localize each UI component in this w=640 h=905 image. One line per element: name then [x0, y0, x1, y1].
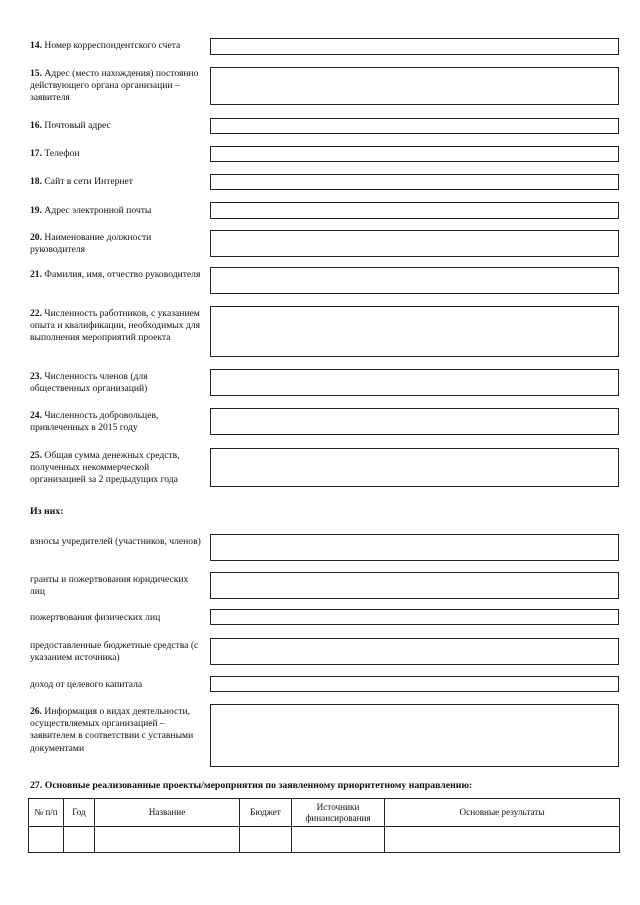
col-header-year: Год	[64, 799, 95, 827]
subfield-budget-funds-input[interactable]	[210, 638, 619, 665]
table-row	[29, 827, 620, 853]
subfield-endowment-input[interactable]	[210, 676, 619, 692]
subfield-legal-grants-label: гранты и пожертвования юридических лиц	[30, 574, 189, 598]
subfield-individual-donations-input[interactable]	[210, 609, 619, 625]
field-23-input[interactable]	[210, 369, 619, 396]
field-25-input[interactable]	[210, 448, 619, 487]
cell-funding-sources[interactable]	[292, 827, 385, 853]
field-14-input[interactable]	[210, 38, 619, 55]
subfield-legal-grants-input[interactable]	[210, 572, 619, 599]
field-22-input[interactable]	[210, 306, 619, 357]
col-header-name: Название	[95, 799, 240, 827]
field-26-input[interactable]	[210, 704, 619, 767]
table-header-row	[29, 799, 620, 827]
field-17-input[interactable]	[210, 146, 619, 162]
cell-main-results[interactable]	[385, 827, 620, 853]
field-24-input[interactable]	[210, 408, 619, 435]
col-header-main-results: Основные результаты	[385, 799, 620, 827]
field-21-label: 21. Фамилия, имя, отчество руководителя	[30, 269, 201, 280]
field-17-label: 17. Телефон	[30, 148, 80, 159]
field-26-label: 26. Информация о видах деятельности, осуществляемых организацией – заявителем в соответствии с уставными документами	[30, 706, 194, 754]
projects-table	[28, 798, 620, 853]
col-header-number: № п/п	[29, 799, 64, 827]
subfield-endowment-label: доход от целевого капитала	[30, 679, 143, 690]
field-15-input[interactable]	[210, 67, 619, 105]
field-20-label: 20. Наименование должности руководителя	[30, 232, 152, 256]
subheading-of-them: Из них:	[30, 506, 64, 517]
field-23-label: 23. Численность членов (для общественных организаций)	[30, 371, 148, 395]
section-27-heading: 27. Основные реализованные проекты/мероприятия по заявленному приоритетному направлению:	[30, 780, 473, 791]
cell-number[interactable]	[29, 827, 64, 853]
cell-year[interactable]	[64, 827, 95, 853]
field-19-label: 19. Адрес электронной почты	[30, 205, 152, 216]
subfield-founders-input[interactable]	[210, 534, 619, 561]
field-16-input[interactable]	[210, 118, 619, 134]
field-20-input[interactable]	[210, 230, 619, 257]
col-header-budget: Бюджет	[240, 799, 292, 827]
field-14-label: 14. Номер корреспондентского счета	[30, 40, 181, 51]
field-18-label: 18. Сайт в сети Интернет	[30, 176, 133, 187]
cell-name[interactable]	[95, 827, 240, 853]
field-19-input[interactable]	[210, 202, 619, 219]
subfield-founders-label: взносы учредителей (участников, членов)	[30, 536, 201, 547]
field-21-input[interactable]	[210, 267, 619, 294]
field-24-label: 24. Численность добровольцев, привлеченных в 2015 году	[30, 410, 159, 434]
field-22-label: 22. Численность работников, с указанием опыта и квалификации, необходимых для выполнения мероприятий проекта	[30, 308, 200, 344]
field-25-label: 25. Общая сумма денежных средств, полученных некоммерческой организацией за 2 предыдущих года	[30, 450, 180, 486]
cell-budget[interactable]	[240, 827, 292, 853]
field-16-label: 16. Почтовый адрес	[30, 120, 111, 131]
field-15-label: 15. Адрес (место нахождения) постоянно действующего органа организации – заявителя	[30, 68, 199, 104]
subfield-individual-donations-label: пожертвования физических лиц	[30, 612, 161, 623]
col-header-funding-sources: Источники финансирования	[292, 799, 385, 827]
subfield-budget-funds-label: предоставленные бюджетные средства (с указанием источника)	[30, 640, 199, 664]
field-18-input[interactable]	[210, 174, 619, 190]
